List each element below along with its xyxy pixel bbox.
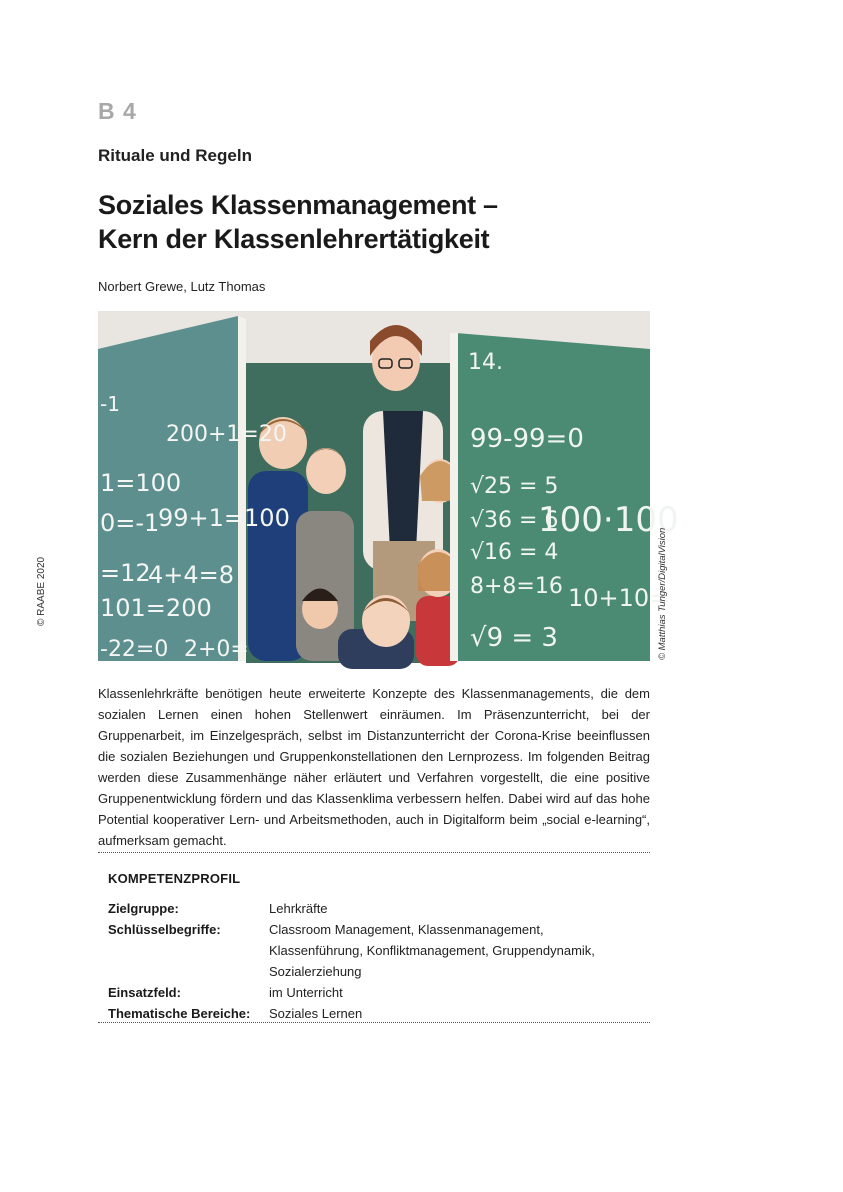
profile-heading: KOMPETENZPROFIL — [108, 871, 241, 886]
right-chalkboard — [450, 333, 679, 661]
profile-key: Schlüsselbegriffe: — [108, 922, 221, 937]
profile-value: Classroom Management, Klassenmanagement, Klassenführung, Konfliktmanagement, Gruppendynamik, Sozialerziehung — [269, 922, 595, 979]
profile-row — [108, 1003, 638, 1024]
divider-bottom — [98, 1022, 650, 1023]
svg-text:-1: -1 — [100, 392, 120, 416]
svg-text:14.: 14. — [468, 350, 503, 375]
profile-value: Soziales Lernen — [269, 1006, 363, 1021]
divider-top — [98, 852, 650, 853]
profile-value: Lehrkräfte — [269, 901, 328, 916]
svg-text:8+8=16: 8+8=16 — [470, 574, 563, 599]
svg-text:99+1=100: 99+1=100 — [158, 504, 290, 532]
profile-row — [108, 919, 638, 982]
profile-key: Thematische Bereiche: — [108, 1006, 251, 1021]
photo-credit: © Matthias Tunger/DigitalVision — [657, 527, 668, 660]
abstract-paragraph: Klassenlehrkräfte benötigen heute erweiterte Konzepte des Klassenmanagements, die dem sozialen Lernen einen hohen Stellenwert einräumen. Im Präsenzunterricht, bei der Gruppenarbeit, im Einzelgespräch, selbst im Distanzunterricht der Corona-Krise beeinflussen die sozialen Beziehungen und Gruppenkonstellationen den Lernprozess. Im folgenden Beitrag werden diese Zusammenhänge näher erläutert und Verfahren vorgestellt, die eine positive Gruppenentwicklung fördern und das Klassenklima verbessern helfen. Dabei wird auf das hohe Potential kooperativer Lern- und Arbeitsmethoden, auch in Digitalform beim „social e-learning“, aufmerksam gemacht. — [98, 686, 650, 848]
svg-text:√9 = 3: √9 = 3 — [470, 623, 558, 653]
authors: Norbert Grewe, Lutz Thomas — [98, 279, 266, 294]
svg-text:99-99=0: 99-99=0 — [470, 424, 584, 454]
page-title — [98, 188, 498, 256]
svg-text:1=100: 1=100 — [100, 469, 182, 497]
side-copyright: © RAABE 2020 — [36, 556, 47, 626]
svg-text:101=200: 101=200 — [100, 594, 212, 622]
profile-key: Einsatzfeld: — [108, 985, 181, 1000]
svg-text:=12: =12 — [100, 559, 151, 587]
profile-row — [108, 982, 638, 1003]
series-title: Rituale und Regeln — [98, 146, 252, 165]
svg-text:200+1=20: 200+1=20 — [166, 422, 287, 447]
svg-text:100·100: 100·100 — [538, 500, 679, 540]
svg-text:10+10=: 10+10= — [568, 584, 670, 612]
svg-text:√16 = 4: √16 = 4 — [470, 540, 559, 565]
section-code: B 4 — [98, 98, 137, 124]
title-line-2: Kern der Klassenlehrertätigkeit — [98, 224, 490, 254]
profile-key: Zielgruppe: — [108, 901, 179, 916]
svg-text:2+0=: 2+0= — [184, 637, 249, 662]
svg-text:4+4=8: 4+4=8 — [148, 561, 235, 589]
svg-text:√36 = 6: √36 = 6 — [470, 508, 559, 533]
profile-table — [108, 898, 638, 1024]
svg-text:0=-1: 0=-1 — [100, 509, 160, 537]
svg-text:√25 = 5: √25 = 5 — [470, 474, 559, 499]
profile-row — [108, 898, 638, 919]
svg-text:-22=0: -22=0 — [100, 637, 169, 662]
title-line-1: Soziales Klassenmanagement – — [98, 190, 498, 220]
profile-value: im Unterricht — [269, 985, 343, 1000]
